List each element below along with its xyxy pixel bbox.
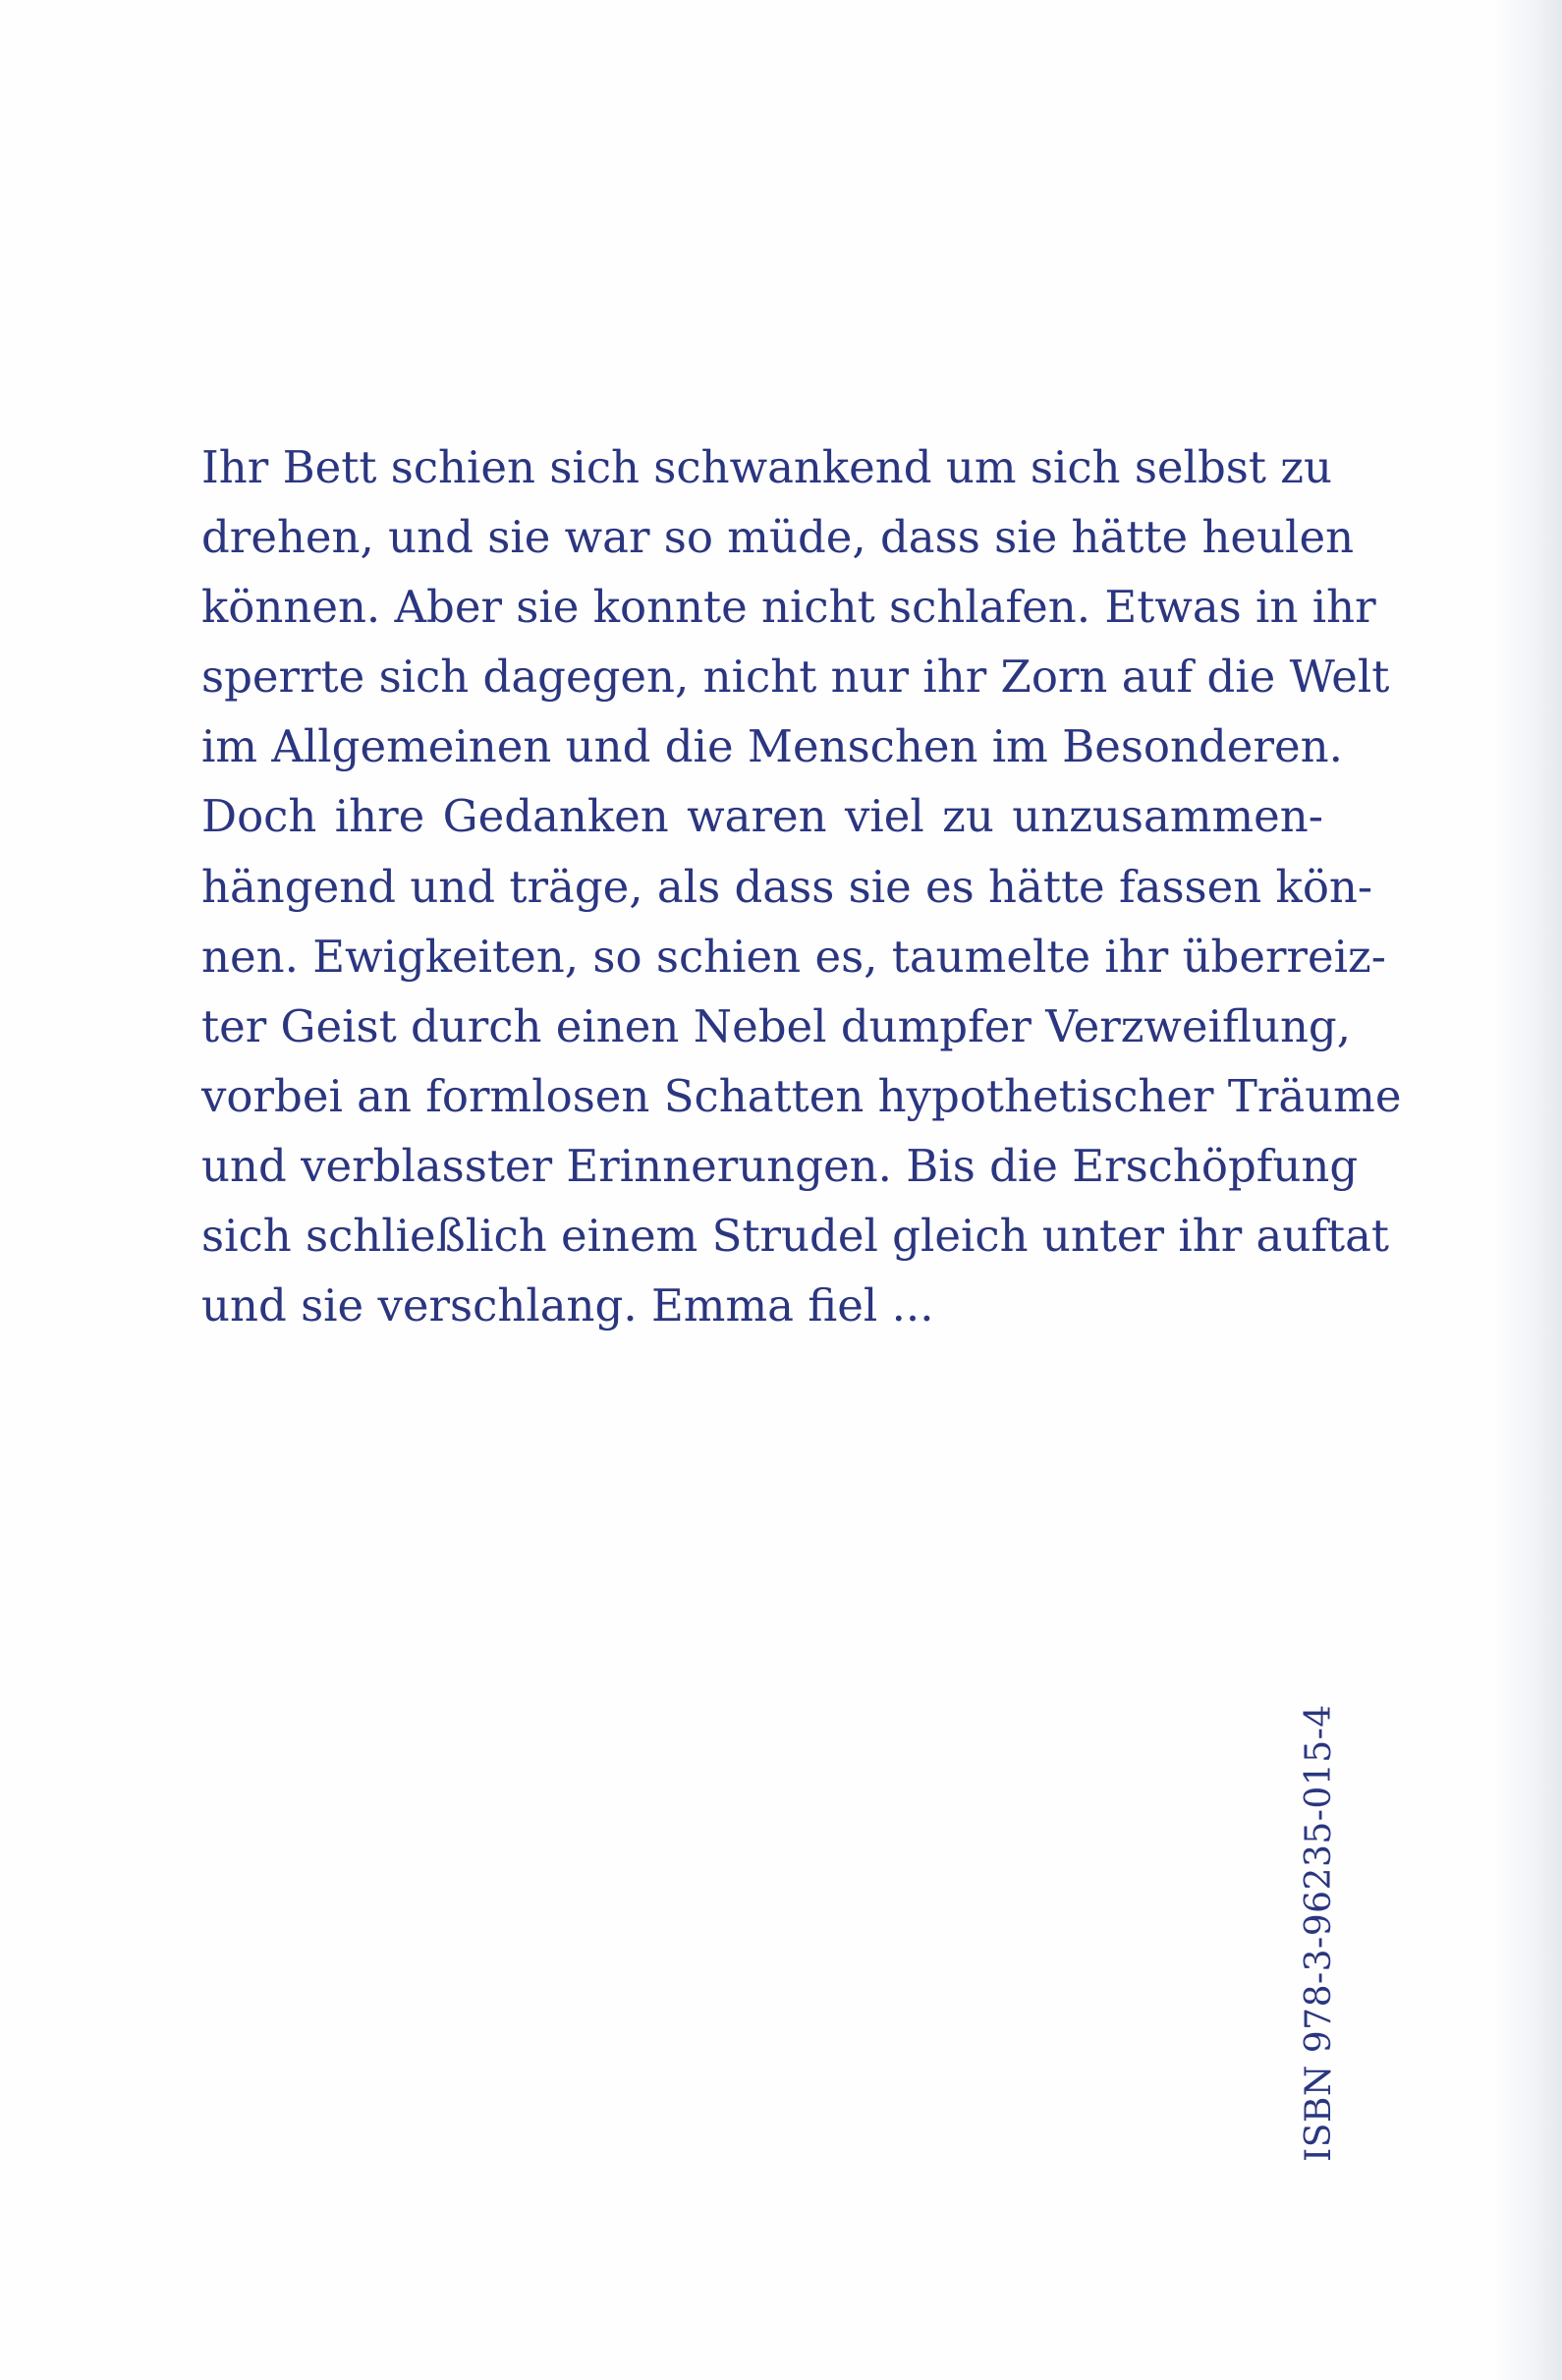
blurb-line: und verblasster Erinnerungen. Bis die Erschöpfung [201, 1139, 1359, 1192]
blurb-line: sich schließlich einem Strudel gleich unter ihr auftat [201, 1210, 1390, 1263]
blurb-line: Doch ihre Gedanken waren viel zu unzusammen- [201, 790, 1323, 843]
blurb-line: und sie verschlang. Emma fiel ... [201, 1279, 934, 1332]
blurb-line: vorbei an formlosen Schatten hypothetischer Träume [201, 1069, 1402, 1122]
blurb-line: Ihr Bett schien sich schwankend um sich selbst zu [201, 441, 1332, 493]
blurb-line: sperrte sich dagegen, nicht nur ihr Zorn auf die Welt [201, 651, 1390, 704]
blurb-line: hängend und träge, als dass sie es hätte fassen kön- [201, 860, 1373, 913]
blurb-line: ter Geist durch einen Nebel dumpfer Verzweiflung, [201, 999, 1352, 1052]
blurb-line: können. Aber sie konnte nicht schlafen. Etwas in ihr [201, 581, 1376, 634]
blurb-text [201, 432, 1402, 1340]
blurb-line: nen. Ewigkeiten, so schien es, taumelte ihr überreiz- [201, 930, 1386, 983]
blurb-line: im Allgemeinen und die Menschen im Besonderen. [201, 720, 1343, 773]
blurb-line: drehen, und sie war so müde, dass sie hätte heulen [201, 511, 1355, 564]
isbn-number: ISBN 978-3-96235-015-4 [1299, 1704, 1339, 2162]
page-edge-shadow [1493, 0, 1562, 2380]
